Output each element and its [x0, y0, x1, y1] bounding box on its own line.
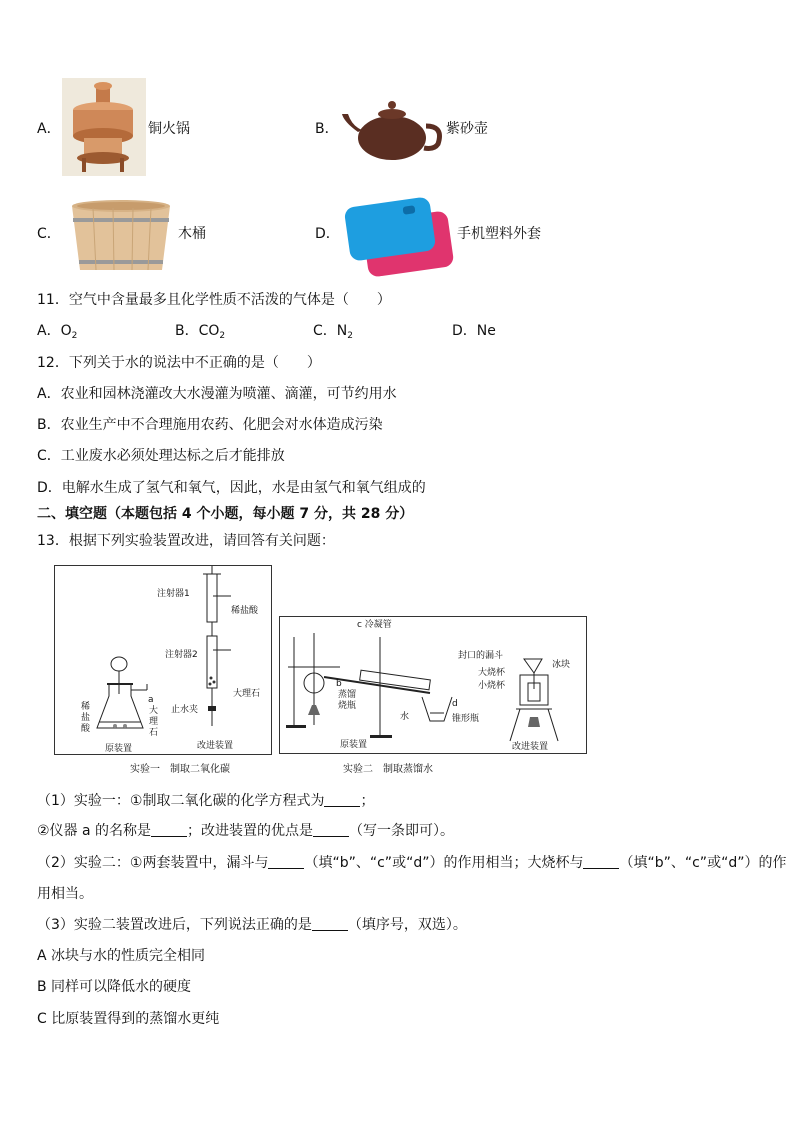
q13-option-c: C 比原装置得到的蒸馏水更纯 — [37, 1011, 220, 1027]
option-c-letter: C． — [37, 226, 61, 242]
label-improved-1: 改进装置 — [197, 741, 234, 751]
label-improved-2: 改进装置 — [512, 742, 549, 752]
label-ice: 冰块 — [552, 660, 571, 670]
label-big-beaker: 大烧杯 — [478, 668, 506, 678]
q11-option-d: D．Ne — [452, 323, 496, 339]
label-syringe2: 注射器2 — [165, 650, 198, 660]
label-sealed-funnel: 封口的漏斗 — [458, 651, 504, 661]
option-d-label: 手机塑料外套 — [457, 226, 541, 242]
label-syringe1: 注射器1 — [157, 589, 190, 599]
q12-option-a: A．农业和园林浇灌改大水漫灌为喷灌、滴灌，可节约用水 — [37, 386, 397, 402]
q12-stem: 12．下列关于水的说法中不正确的是（ ） — [37, 355, 321, 371]
option-c-label: 木桶 — [178, 226, 206, 242]
label-original-2: 原装置 — [340, 740, 368, 750]
phone-case-image — [343, 196, 455, 278]
q13-stem: 13．根据下列实验装置改进，请回答有关问题： — [37, 533, 335, 549]
label-d: d — [452, 699, 458, 709]
answer-blank[interactable] — [312, 918, 348, 931]
label-clamp: 止水夹 — [171, 705, 199, 715]
label-b: b — [336, 679, 342, 689]
label-dilute-acid: 稀盐酸 — [231, 606, 259, 616]
q13-option-a: A 冰块与水的性质完全相同 — [37, 948, 206, 964]
label-small-beaker: 小烧杯 — [478, 681, 506, 691]
option-d-letter: D． — [315, 226, 340, 242]
q13-part3: （3）实验二装置改进后，下列说法正确的是 （填序号，双选）。 — [37, 917, 467, 933]
experiment2-figure — [279, 616, 587, 754]
experiment1-figure — [54, 565, 272, 755]
caption-experiment1: 实验一 制取二氧化碳 — [130, 764, 230, 775]
label-conical-flask: 锥形瓶 — [452, 714, 480, 724]
q12-option-d: D．电解水生成了氢气和氧气，因此，水是由氢气和氧气组成的 — [37, 480, 426, 496]
caption-experiment2: 实验二 制取蒸馏水 — [343, 764, 433, 775]
q11-option-b: B．$CO_2$ — [175, 323, 226, 341]
answer-blank[interactable] — [151, 824, 187, 837]
q13-part2: （2）实验二：①两套装置中，漏斗与 （填“b”、“c”或“d”）的作用相当；大烧杯与 （填“b”、“c”或“d”）的作 — [37, 855, 787, 871]
option-a-label: 铜火锅 — [148, 121, 190, 137]
option-b-label: 紫砂壶 — [446, 121, 488, 137]
answer-blank[interactable] — [313, 824, 349, 837]
q13-part1: （1）实验一：①制取二氧化碳的化学方程式为 ； — [37, 793, 375, 809]
option-b-letter: B． — [315, 121, 339, 137]
wooden-bucket-image — [68, 198, 174, 276]
answer-blank[interactable] — [268, 856, 304, 869]
q12-option-b: B．农业生产中不合理施用农药、化肥会对水体造成污染 — [37, 417, 383, 433]
q13-part2-cont: 用相当。 — [37, 886, 93, 902]
label-marble-vertical: 大 理 石 — [149, 706, 159, 738]
q12-option-c: C．工业废水必须处理达标之后才能排放 — [37, 448, 285, 464]
answer-blank[interactable] — [583, 856, 619, 869]
q11-option-c: C．$N_2$ — [313, 323, 353, 341]
q11-option-a: A．$O_2$ — [37, 323, 78, 341]
label-distill-flask: 蒸馏 烧瓶 — [338, 690, 357, 711]
label-a: a — [148, 695, 154, 705]
answer-blank[interactable] — [324, 794, 360, 807]
option-a-letter: A． — [37, 121, 61, 137]
label-condenser: c 冷凝管 — [357, 620, 392, 630]
section-heading: 二、填空题（本题包括 4 个小题，每小题 7 分，共 28 分） — [37, 506, 414, 522]
label-marble: 大理石 — [233, 689, 261, 699]
label-water: 水 — [400, 712, 410, 722]
copper-hotpot-image — [62, 78, 146, 176]
q13-option-b: B 同样可以降低水的硬度 — [37, 979, 192, 995]
q11-stem: 11．空气中含量最多且化学性质不活泼的气体是（ ） — [37, 292, 391, 308]
q13-part1-2: ②仪器 a 的名称是 ；改进装置的优点是 （写一条即可）。 — [37, 823, 455, 839]
clay-teapot-image — [340, 92, 444, 164]
label-original-1: 原装置 — [105, 744, 133, 754]
label-acid-vertical: 稀 盐 酸 — [81, 702, 91, 734]
